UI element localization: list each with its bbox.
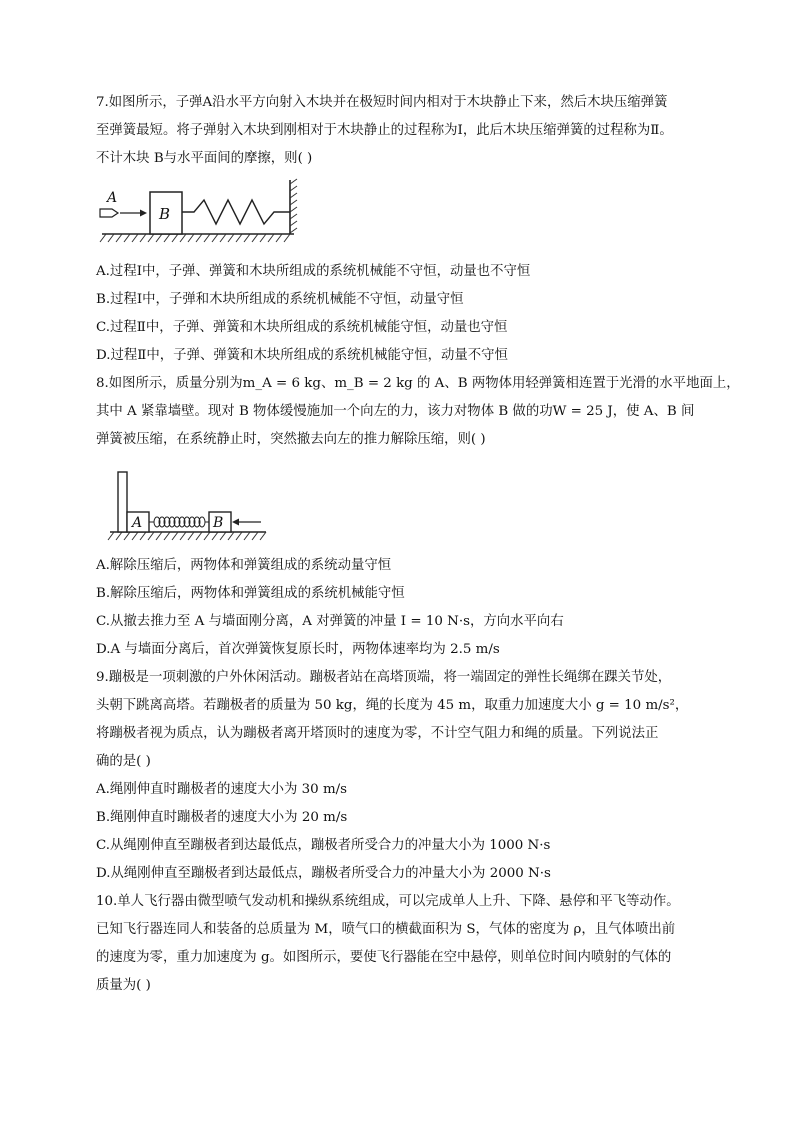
q7-wall-hatch xyxy=(290,179,297,233)
q9-stem-line-4: 确的是( ) xyxy=(96,754,151,769)
q8-stem-line-3: 弹簧被压缩，在系统静止时，突然撤去向左的推力解除压缩，则( ) xyxy=(96,432,486,447)
q9-option-d: D.从绳刚伸直至蹦极者到达最低点，蹦极者所受合力的冲量大小为 2000 N·s xyxy=(96,866,551,881)
q10-stem-line-1: 10.单人飞行器由微型喷气发动机和操纵系统组成，可以完成单人上升、下降、悬停和平飞等动作。 xyxy=(96,894,680,909)
q8-ground-hatch xyxy=(108,532,266,540)
q7-label-b: B xyxy=(159,205,171,223)
q7-option-a: A.过程Ⅰ中，子弹、弹簧和木块所组成的系统机械能不守恒，动量也不守恒 xyxy=(96,264,531,279)
q7-figure xyxy=(96,178,308,244)
q7-stem-line-3: 不计木块 B与水平面间的摩擦，则( ) xyxy=(96,151,313,166)
q8-option-d: D.A 与墙面分离后，首次弹簧恢复原长时，两物体速率均为 2.5 m/s xyxy=(96,642,500,657)
q8-spring xyxy=(149,517,209,527)
q7-option-b: B.过程Ⅰ中，子弹和木块所组成的系统机械能不守恒，动量守恒 xyxy=(96,292,464,307)
q7-label-a: A xyxy=(107,190,118,206)
q7-stem-line-2: 至弹簧最短。将子弹射入木块到刚相对于木块静止的过程称为Ⅰ，此后木块压缩弹簧的过程称为Ⅱ。 xyxy=(96,123,673,138)
q7-bullet xyxy=(100,209,118,217)
q7-option-c: C.过程Ⅱ中，子弹、弹簧和木块所组成的系统机械能守恒，动量也守恒 xyxy=(96,320,508,335)
q9-stem-line-3: 将蹦极者视为质点，认为蹦极者离开塔顶时的速度为零，不计空气阻力和绳的质量。下列说法正 xyxy=(96,726,659,741)
q8-figure xyxy=(96,468,272,544)
q7-stem-line-1: 7.如图所示，子弹A沿水平方向射入木块并在极短时间内相对于木块静止下来，然后木块压缩弹簧 xyxy=(96,95,668,110)
q9-stem-line-1: 9.蹦极是一项刺激的户外休闲活动。蹦极者站在高塔顶端，将一端固定的弹性长绳绑在踝关节处， xyxy=(96,670,672,685)
q10-stem-line-3: 的速度为零，重力加速度为 g。如图所示，要使飞行器能在空中悬停，则单位时间内喷射的气体的 xyxy=(96,950,672,965)
q7-ground-hatch xyxy=(100,234,290,242)
q8-option-a: A.解除压缩后，两物体和弹簧组成的系统动量守恒 xyxy=(96,558,392,573)
q8-wall xyxy=(118,472,127,532)
q8-label-a: A xyxy=(132,515,143,531)
q9-option-c: C.从绳刚伸直至蹦极者到达最低点，蹦极者所受合力的冲量大小为 1000 N·s xyxy=(96,838,551,853)
q7-option-d: D.过程Ⅱ中，子弹、弹簧和木块所组成的系统机械能守恒，动量不守恒 xyxy=(96,348,508,363)
q9-option-b: B.绳刚伸直时蹦极者的速度大小为 20 m/s xyxy=(96,810,348,825)
q8-label-b: B xyxy=(213,515,224,531)
q8-stem-line-1: 8.如图所示，质量分别为m_A = 6 kg、m_B = 2 kg 的 A、B 两物体用轻弹簧相连置于光滑的水平地面上， xyxy=(96,376,740,391)
q9-option-a: A.绳刚伸直时蹦极者的速度大小为 30 m/s xyxy=(96,782,348,797)
q10-stem-line-4: 质量为( ) xyxy=(96,978,151,993)
q7-spring xyxy=(182,200,290,224)
q9-stem-line-2: 头朝下跳离高塔。若蹦极者的质量为 50 kg，绳的长度为 45 m，取重力加速度大小 g = 10 m/s²， xyxy=(96,698,689,713)
q8-option-c: C.从撤去推力至 A 与墙面刚分离，A 对弹簧的冲量 I = 10 N·s，方向水平向右 xyxy=(96,614,564,629)
q10-stem-line-2: 已知飞行器连同人和装备的总质量为 M，喷气口的横截面积为 S，气体的密度为 ρ，且气体喷出前 xyxy=(96,922,676,937)
q8-stem-line-2: 其中 A 紧靠墙壁。现对 B 物体缓慢施加一个向左的力，该力对物体 B 做的功W = 25 J，使 A、B 间 xyxy=(96,404,695,419)
q8-option-b: B.解除压缩后，两物体和弹簧组成的系统机械能守恒 xyxy=(96,586,405,601)
